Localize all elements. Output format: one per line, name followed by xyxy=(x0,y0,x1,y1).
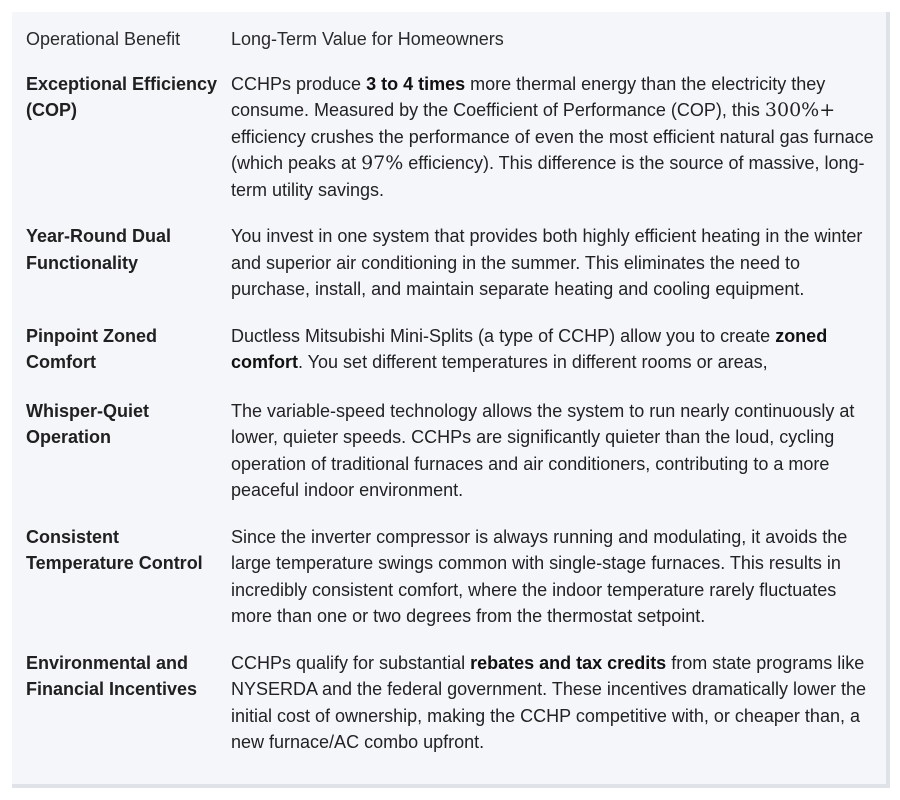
value-emphasis: 3 to 4 times xyxy=(366,73,466,94)
table-row xyxy=(26,323,878,398)
value-text: from state programs like NYSERDA and the federal government. These incentives dramatically lower the initial cost of ownership, making the CCHP competitive with, or cheaper than, a new furnace/AC combo upfront. xyxy=(231,652,866,752)
value-emphasis: rebates and tax credits xyxy=(470,652,667,673)
benefit-cell: Year-Round Dual Functionality xyxy=(26,226,172,273)
header-operational-benefit: Operational Benefit xyxy=(26,29,181,49)
value-cell xyxy=(231,223,878,323)
value-text: Since the inverter compressor is always running and modulating, it avoids the large temperature swings common with single-stage furnaces. This results in incredibly consistent comfort, where the indoor temperature rarely fluctuates more than one or two degrees from the thermostat setpoint. xyxy=(231,526,848,626)
header-long-term-value: Long-Term Value for Homeowners xyxy=(231,29,504,49)
table-row xyxy=(26,398,878,524)
value-cell xyxy=(231,323,878,398)
value-text: efficiency). This difference is the source of massive, long-term utility savings. xyxy=(231,153,865,200)
value-text: CCHPs qualify for substantial xyxy=(231,652,471,673)
table-row xyxy=(26,650,878,756)
value-math: 97% xyxy=(361,152,404,174)
benefit-cell: Environmental and Financial Incentives xyxy=(26,652,198,699)
benefits-table-card xyxy=(12,12,890,788)
value-text: efficiency crushes the performance of even the most efficient natural gas furnace (which peaks at xyxy=(231,126,874,173)
value-text: The variable-speed technology allows the system to run nearly continuously at lower, quieter speeds. CCHPs are significantly quieter than the loud, cycling operation of traditional furnaces and air conditioners, contributing to a more peaceful indoor environment. xyxy=(231,400,855,500)
value-text: You invest in one system that provides both highly efficient heating in the winter and superior air conditioning in the summer. This eliminates the need to purchase, install, and maintain separate heating and cooling equipment. xyxy=(231,226,863,299)
benefit-cell: Consistent Temperature Control xyxy=(26,526,203,573)
value-text: more thermal energy than the electricity they consume. Measured by the Coefficient of Performance (COP), this xyxy=(231,73,826,120)
value-text: . You set different temperatures in different rooms or areas, xyxy=(298,352,768,372)
benefit-cell: Exceptional Efficiency (COP) xyxy=(26,73,218,120)
value-text: Ductless Mitsubishi Mini-Splits (a type of CCHP) allow you to create xyxy=(231,325,776,346)
value-cell xyxy=(231,650,878,756)
table-header-row xyxy=(26,26,878,71)
benefit-cell: Whisper-Quiet Operation xyxy=(26,400,150,447)
benefit-cell: Pinpoint Zoned Comfort xyxy=(26,325,157,372)
value-math: 300%+ xyxy=(764,99,836,121)
value-cell xyxy=(231,524,878,650)
value-cell xyxy=(231,71,878,224)
table-row xyxy=(26,71,878,224)
table-row xyxy=(26,223,878,323)
value-cell xyxy=(231,398,878,524)
benefits-table xyxy=(26,26,878,756)
value-emphasis: zoned comfort xyxy=(231,325,828,372)
value-text: CCHPs produce xyxy=(231,73,367,94)
table-row xyxy=(26,524,878,650)
